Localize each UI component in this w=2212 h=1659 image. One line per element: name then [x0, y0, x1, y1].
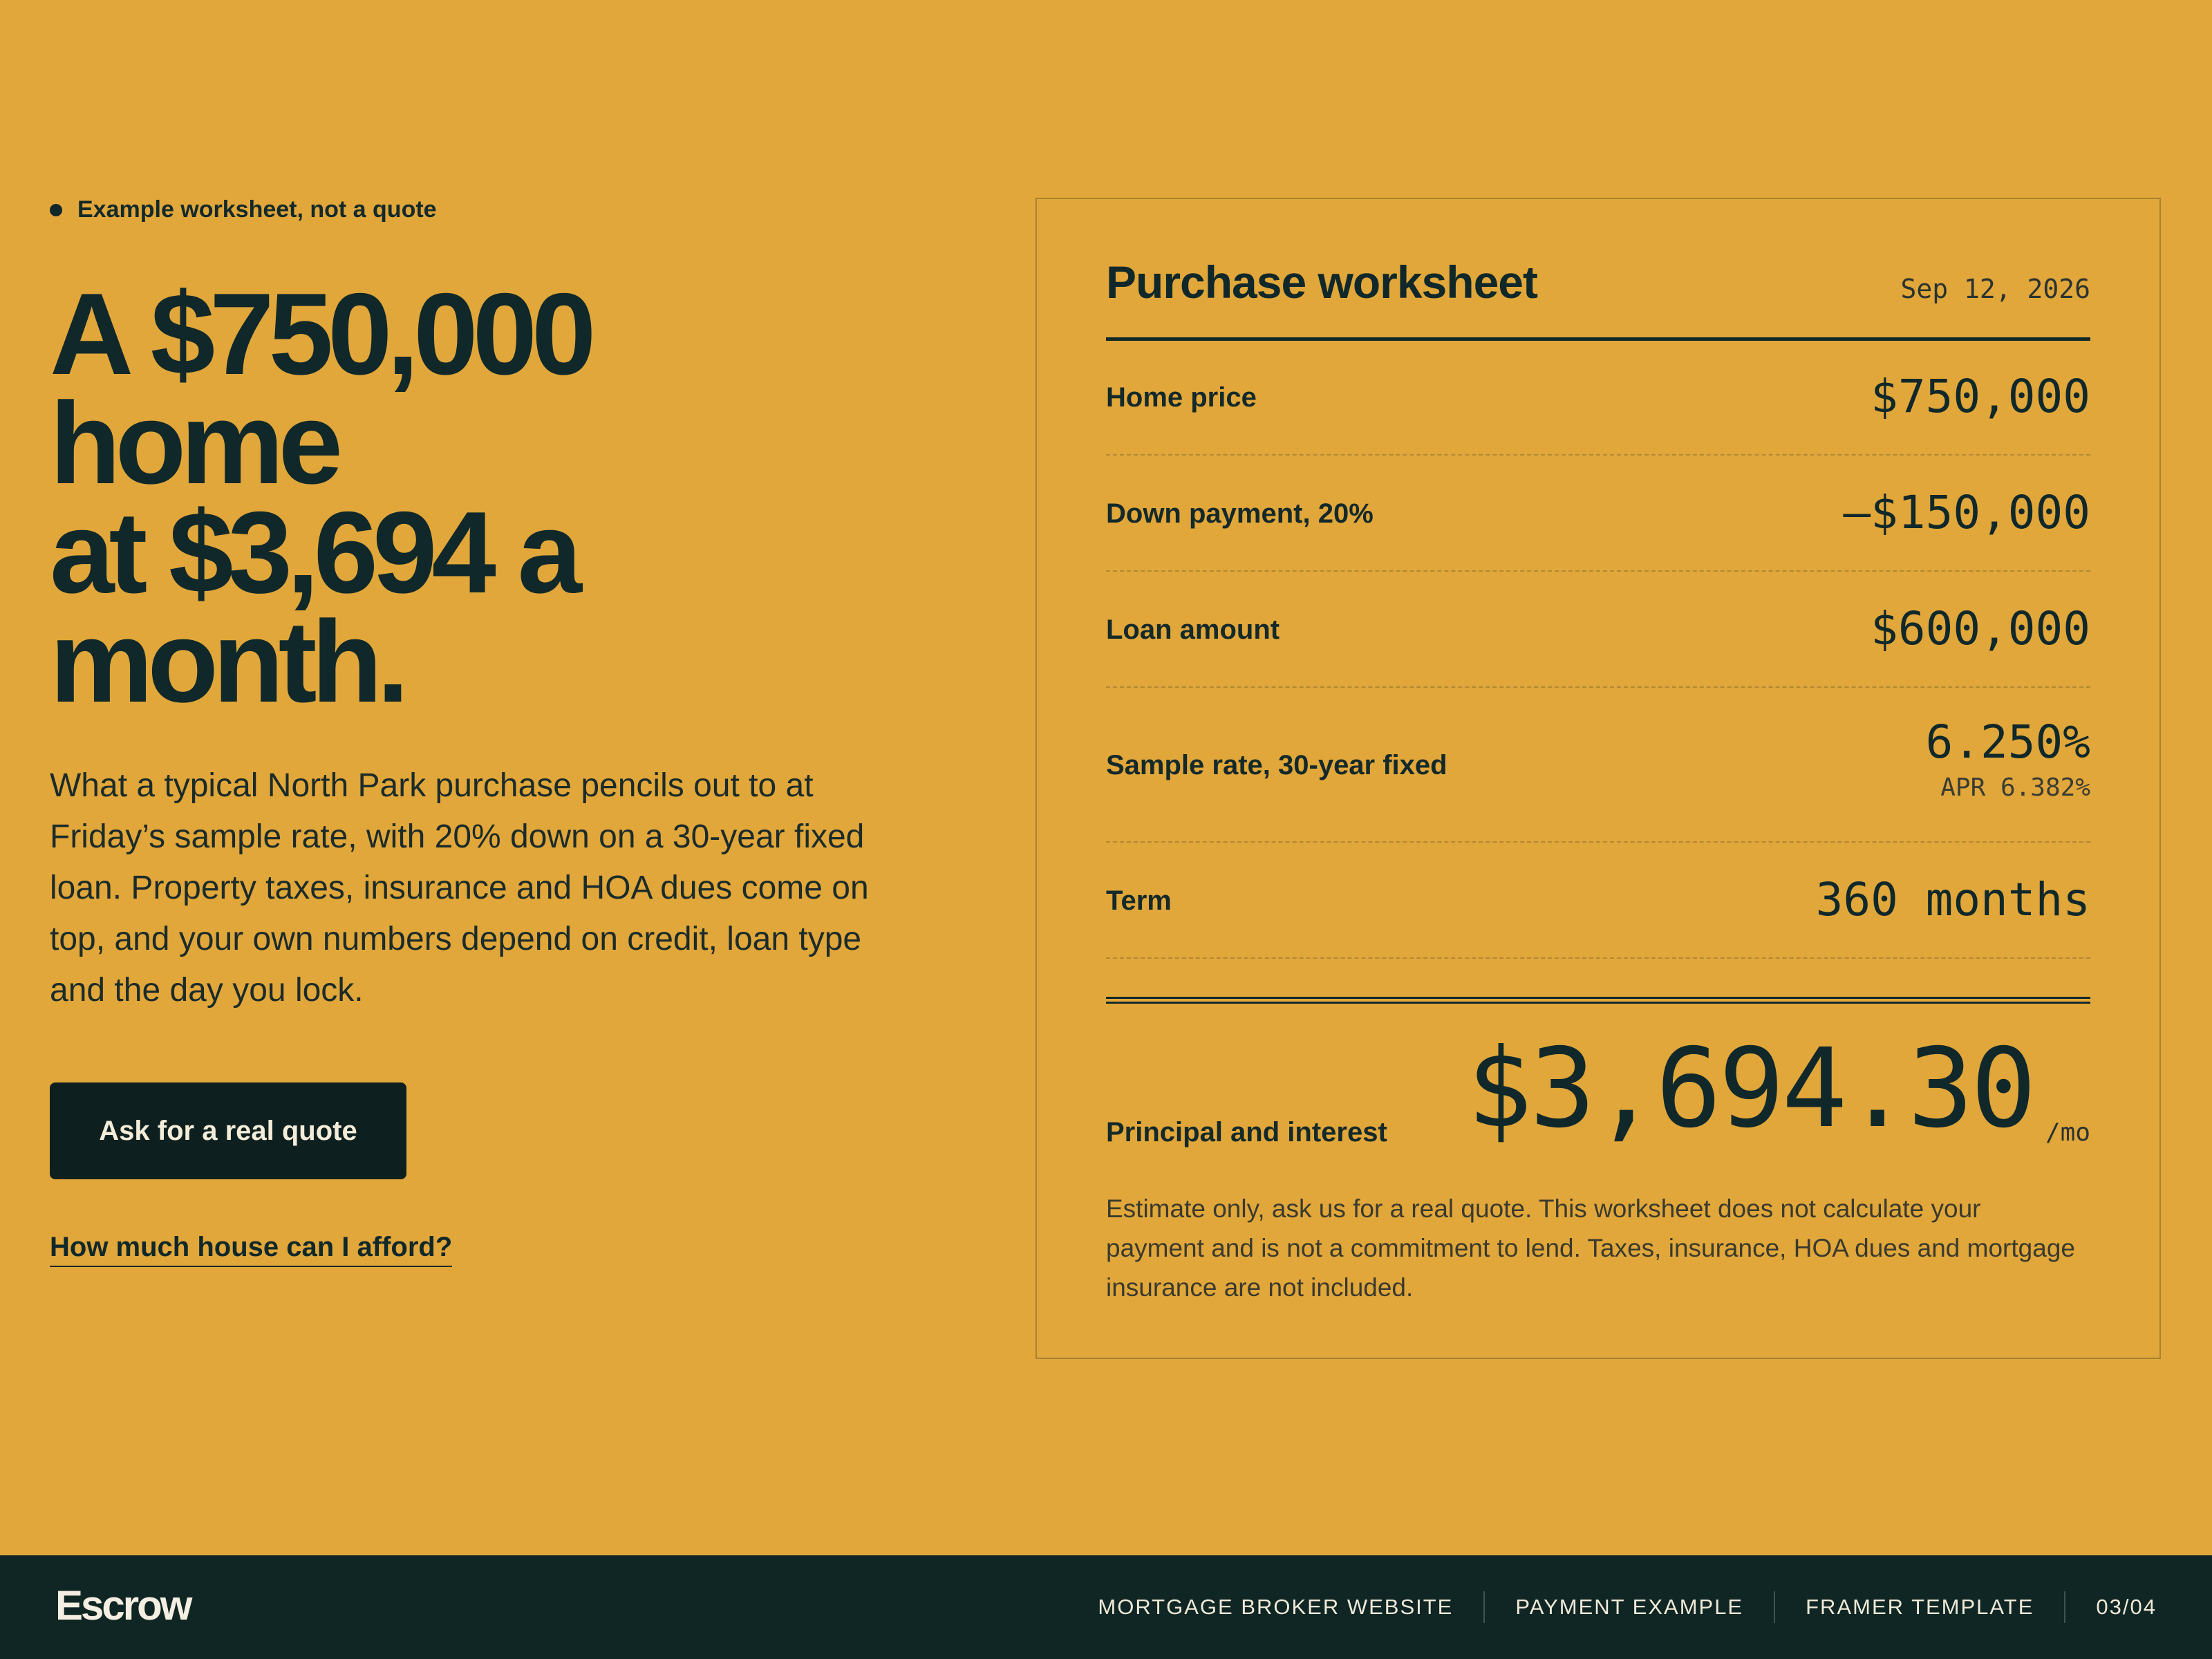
footer-item: MORTGAGE BROKER WEBSITE: [1098, 1595, 1454, 1619]
total-divider: [1106, 997, 2090, 1004]
purchase-worksheet-card: [1035, 198, 2161, 1359]
intro-paragraph: What a typical North Park purchase pencils out to at Friday’s sample rate, with 20% down on a 30-year fixed loan. Property taxes, insurance and HOA dues come on top, and your own numbers depend on credit, loan type and the day you lock.: [50, 767, 869, 1009]
worksheet-row-loan-amount: [1106, 572, 2090, 688]
ask-quote-button[interactable]: Ask for a real quote: [50, 1082, 406, 1179]
row-value: 6.250%: [1925, 715, 2090, 769]
per-month-unit: /mo: [2045, 1118, 2090, 1147]
footer-nav: [1067, 1555, 2157, 1659]
headline-line: at $3,694 a: [50, 487, 577, 617]
row-value: –$150,000: [1843, 486, 2090, 539]
disclaimer: Estimate only, ask us for a real quote. This worksheet does not calculate your payment and is not a commitment to lend. Taxes, insurance, HOA dues and mortgage insurance are not included.: [1106, 1194, 2075, 1302]
row-value: 360 months: [1815, 873, 2090, 926]
row-label: Loan amount: [1106, 615, 1280, 645]
page-title: [50, 269, 810, 727]
eyebrow: [50, 196, 437, 223]
row-label: Down payment, 20%: [1106, 498, 1374, 529]
headline-line: home: [50, 378, 338, 508]
escrow-logo: Escrow: [55, 1582, 191, 1629]
headline-line: A $750,000: [50, 269, 591, 399]
apr-value: APR 6.382%: [1940, 774, 2090, 802]
worksheet-header: [1106, 199, 2090, 341]
monthly-payment-value: $3,694.30: [1466, 1025, 2034, 1152]
footer-bar: [0, 1555, 2212, 1659]
row-label: Home price: [1106, 382, 1257, 413]
headline-line: month.: [50, 597, 404, 727]
bullet-dot-icon: [50, 204, 62, 216]
worksheet-title: Purchase worksheet: [1106, 256, 1537, 308]
worksheet-row-sample-rate: [1106, 688, 2090, 843]
eyebrow-text: Example worksheet, not a quote: [77, 196, 437, 223]
row-label: Term: [1106, 885, 1172, 916]
row-label: Sample rate, 30-year fixed: [1106, 750, 1447, 780]
row-value: $600,000: [1871, 602, 2090, 655]
worksheet-date: Sep 12, 2026: [1900, 274, 2090, 304]
footer-item: PAYMENT EXAMPLE: [1483, 1591, 1774, 1623]
worksheet-row-term: [1106, 843, 2090, 959]
row-value: $750,000: [1871, 370, 2090, 423]
afford-link[interactable]: How much house can I afford?: [50, 1232, 452, 1267]
footer-item: FRAMER TEMPLATE: [1774, 1591, 2064, 1623]
page-counter: 03/04: [2064, 1591, 2157, 1623]
worksheet-row-home-price: [1106, 339, 2090, 456]
total-label: Principal and interest: [1106, 1117, 1387, 1147]
worksheet-row-down-payment: [1106, 456, 2090, 572]
